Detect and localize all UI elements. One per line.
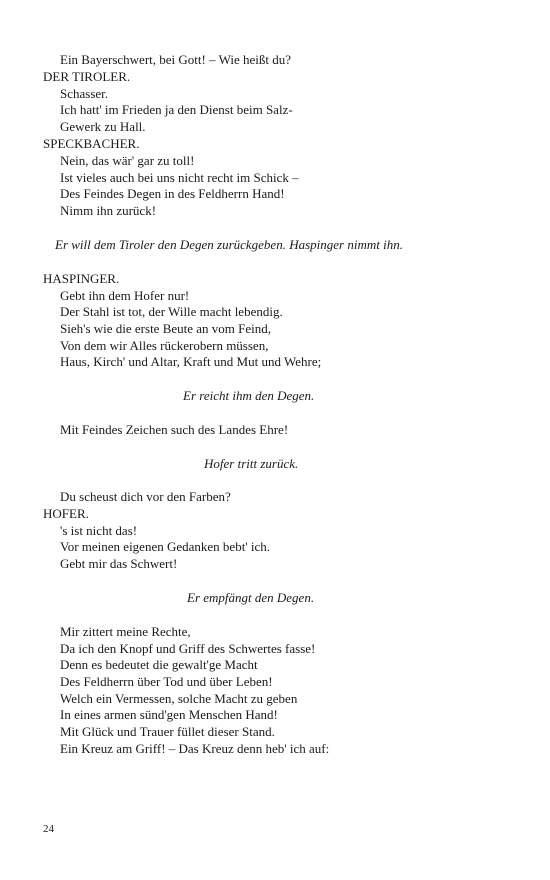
- verse-line: Nein, das wär' gar zu toll!: [60, 153, 195, 168]
- verse-line: Gewerk zu Hall.: [60, 119, 146, 134]
- speaker-name: DER TIROLER.: [43, 69, 131, 84]
- speaker-name: HOFER.: [43, 506, 89, 521]
- verse-line: Gebt ihn dem Hofer nur!: [60, 288, 190, 303]
- verse-line: Denn es bedeutet die gewalt'ge Macht: [60, 657, 258, 672]
- stage-direction: Hofer tritt zurück.: [204, 456, 299, 471]
- speaker-name: HASPINGER.: [43, 271, 120, 286]
- verse-line: Mit Glück und Trauer füllet dieser Stand.: [60, 724, 275, 739]
- stage-direction: Er empfängt den Degen.: [187, 590, 315, 605]
- verse-line: Von dem wir Alles rückerobern müssen,: [60, 338, 269, 353]
- verse-line: Des Feindes Degen in des Feldherrn Hand!: [60, 186, 285, 201]
- verse-line: Vor meinen eigenen Gedanken bebt' ich.: [60, 539, 271, 554]
- verse-line: Ist vieles auch bei uns nicht recht im Schick –: [60, 170, 299, 185]
- verse-line: Schasser.: [60, 86, 109, 101]
- verse-line: Du scheust dich vor den Farben?: [60, 489, 231, 504]
- verse-line: Ein Bayerschwert, bei Gott! – Wie heißt du?: [60, 52, 292, 67]
- verse-line: 's ist nicht das!: [60, 523, 138, 538]
- verse-line: Ein Kreuz am Griff! – Das Kreuz denn heb' ich auf:: [60, 741, 330, 756]
- speaker-name: SPECKBACHER.: [43, 136, 140, 151]
- verse-line: Der Stahl ist tot, der Wille macht lebendig.: [60, 304, 283, 319]
- stage-direction: Er reicht ihm den Degen.: [183, 388, 315, 403]
- verse-line: Mir zittert meine Rechte,: [60, 624, 191, 639]
- verse-line: Sieh's wie die erste Beute an vom Feind,: [60, 321, 272, 336]
- verse-line: Nimm ihn zurück!: [60, 203, 157, 218]
- verse-line: Mit Feindes Zeichen such des Landes Ehre!: [60, 422, 289, 437]
- verse-line: Ich hatt' im Frieden ja den Dienst beim Salz-: [60, 102, 293, 117]
- verse-line: In eines armen sünd'gen Menschen Hand!: [60, 707, 278, 722]
- verse-line: Da ich den Knopf und Griff des Schwertes fasse!: [60, 641, 316, 656]
- page-number: 24: [43, 823, 54, 835]
- verse-line: Welch ein Vermessen, solche Macht zu geben: [60, 691, 298, 706]
- verse-line: Haus, Kirch' und Altar, Kraft und Mut und Wehre;: [60, 354, 322, 369]
- stage-direction: Er will dem Tiroler den Degen zurückgeben. Haspinger nimmt ihn.: [55, 237, 403, 252]
- verse-line: Des Feldherrn über Tod und über Leben!: [60, 674, 273, 689]
- verse-line: Gebt mir das Schwert!: [60, 556, 178, 571]
